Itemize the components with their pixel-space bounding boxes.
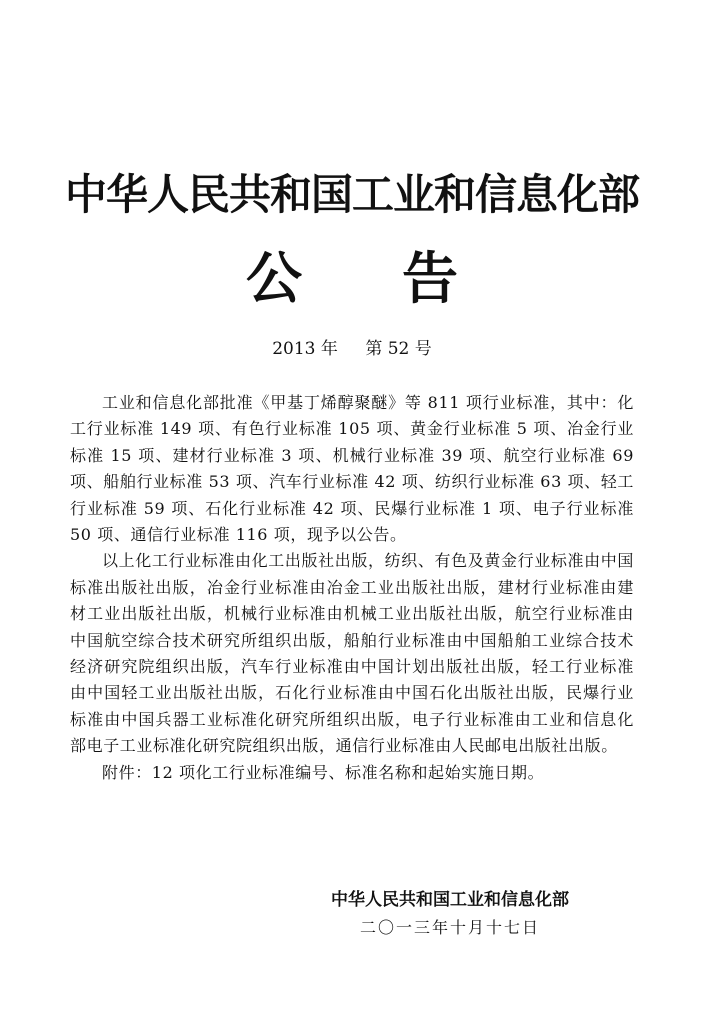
announcement-body xyxy=(70,390,634,786)
signature-date: 二〇一三年十月十七日 xyxy=(359,918,540,937)
body-paragraph-publishers: 以上化工行业标准由化工出版社出版，纺织、有色及黄金行业标准由中国标准出版社出版，冶金行业标准由冶金工业出版社出版，建材行业标准由建材工业出版社出版，机械行业标准由机械工业出版社出版，航空行业标准由中国航空综合技术研究所组织出版，船舶行业标准由中国船舶工业综合技术经济研究院组织出版，汽车行业标准由中国计划出版社出版，轻工行业标准由中国轻工业出版社出版，石化行业标准由中国石化出版社出版，民爆行业标准由中国兵器工业标准化研究所组织出版，电子行业标准由工业和信息化部电子工业标准化研究院组织出版，通信行业标准由人民邮电出版社出版。 xyxy=(70,551,634,756)
signature-block xyxy=(300,886,600,942)
issuer-title: 中华人民共和国工业和信息化部 xyxy=(64,170,639,219)
document-type-heading: 公告 xyxy=(246,247,558,312)
announcement-year: 2013 年 xyxy=(272,339,338,359)
body-paragraph-attachment: 附件：12 项化工行业标准编号、标准名称和起始实施日期。 xyxy=(102,762,545,782)
document-number xyxy=(0,336,704,362)
signature-organization: 中华人民共和国工业和信息化部 xyxy=(331,890,569,910)
announcement-number: 第 52 号 xyxy=(365,339,432,359)
body-paragraph-approval: 工业和信息化部批准《甲基丁烯醇聚醚》等 811 项行业标准，其中：化工行业标准 149 项、有色行业标准 105 项、黄金行业标准 5 项、冶金行业标准 15 项、建材行业标准 3 项、机械行业标准 39 项、航空行业标准 69 项、船舶行业标准 53 项、汽车行业标准 42 项、纺织行业标准 63 项、轻工行业标准 59 项、石化行业标准 42 项、民爆行业标准 1 项、电子行业标准 50 项、通信行业标准 116 项，现予以公告。 xyxy=(70,393,634,545)
